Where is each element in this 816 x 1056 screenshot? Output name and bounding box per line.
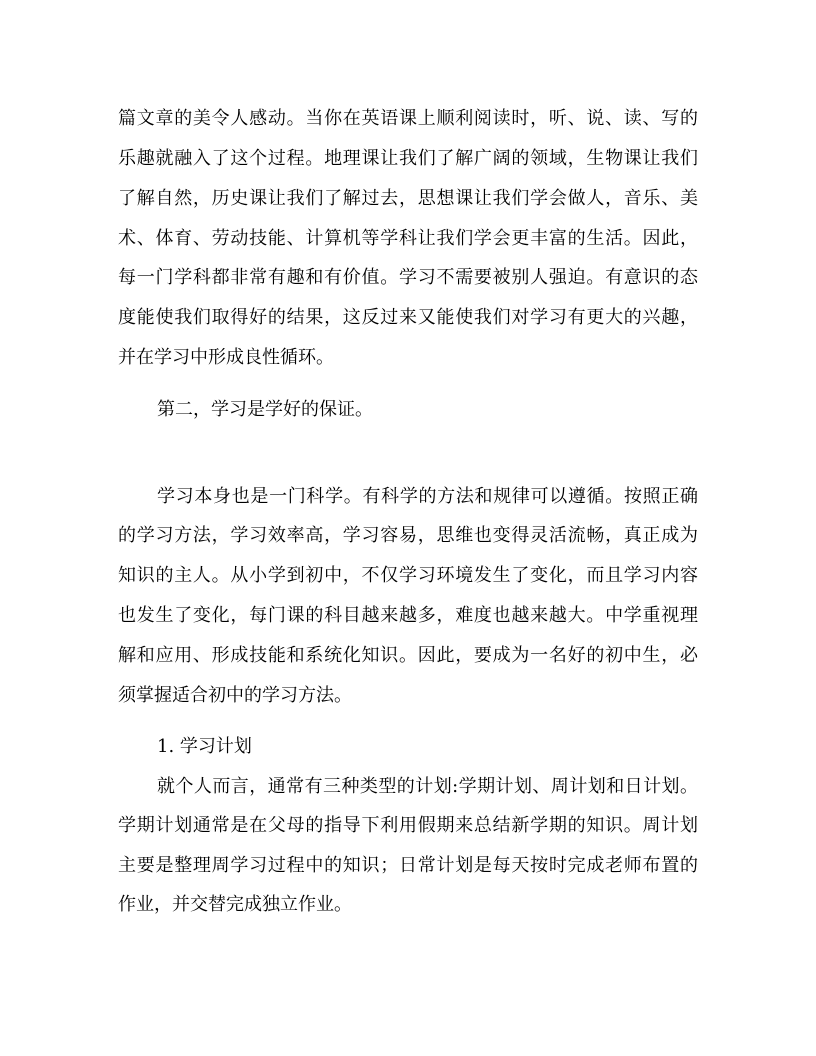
- paragraph-line: 的学习方法，学习效率高，学习容易，思维也变得灵活流畅，真正成为: [118, 525, 698, 546]
- paragraph-line: 每一门学科都非常有趣和有价值。学习不需要被别人强迫。有意识的态: [118, 267, 698, 288]
- paragraph-line: 也发生了变化，每门课的科目越来越多，难度也越来越大。中学重视理: [118, 605, 698, 626]
- paragraph-line: 作业，并交替完成独立作业。: [118, 894, 352, 915]
- paragraph-line: 并在学习中形成良性循环。: [118, 347, 334, 368]
- paragraph-line: 度能使我们取得好的结果，这反过来又能使我们对学习有更大的兴趣，: [118, 307, 698, 328]
- paragraph-line: 术、体育、劳动技能、计算机等学科让我们学会更丰富的生活。因此，: [118, 228, 698, 249]
- paragraph-line: 知识的主人。从小学到初中，不仅学习环境发生了变化，而且学习内容: [118, 565, 698, 586]
- paragraph-line: 学期计划通常是在父母的指导下利用假期来总结新学期的知识。周计划: [118, 815, 698, 836]
- paragraph-line: 主要是整理周学习过程中的知识；日常计划是每天按时完成老师布置的: [118, 855, 698, 876]
- paragraph-line: 乐趣就融入了这个过程。地理课让我们了解广阔的领域，生物课让我们: [118, 148, 698, 169]
- paragraph-line: 学习本身也是一门科学。有科学的方法和规律可以遵循。按照正确: [157, 486, 698, 507]
- paragraph-line: 就个人而言，通常有三种类型的计划:学期计划、周计划和日计划。: [157, 776, 698, 797]
- paragraph-line: 篇文章的美令人感动。当你在英语课上顺利阅读时，听、说、读、写的: [118, 108, 698, 129]
- subsection-heading: 1. 学习计划: [157, 736, 252, 757]
- paragraph-line: 须掌握适合初中的学习方法。: [118, 685, 352, 706]
- paragraph-line: 解和应用、形成技能和系统化知识。因此，要成为一名好的初中生，必: [118, 645, 698, 666]
- section-heading: 第二，学习是学好的保证。: [157, 399, 373, 420]
- paragraph-line: 了解自然，历史课让我们了解过去，思想课让我们学会做人，音乐、美: [118, 188, 698, 209]
